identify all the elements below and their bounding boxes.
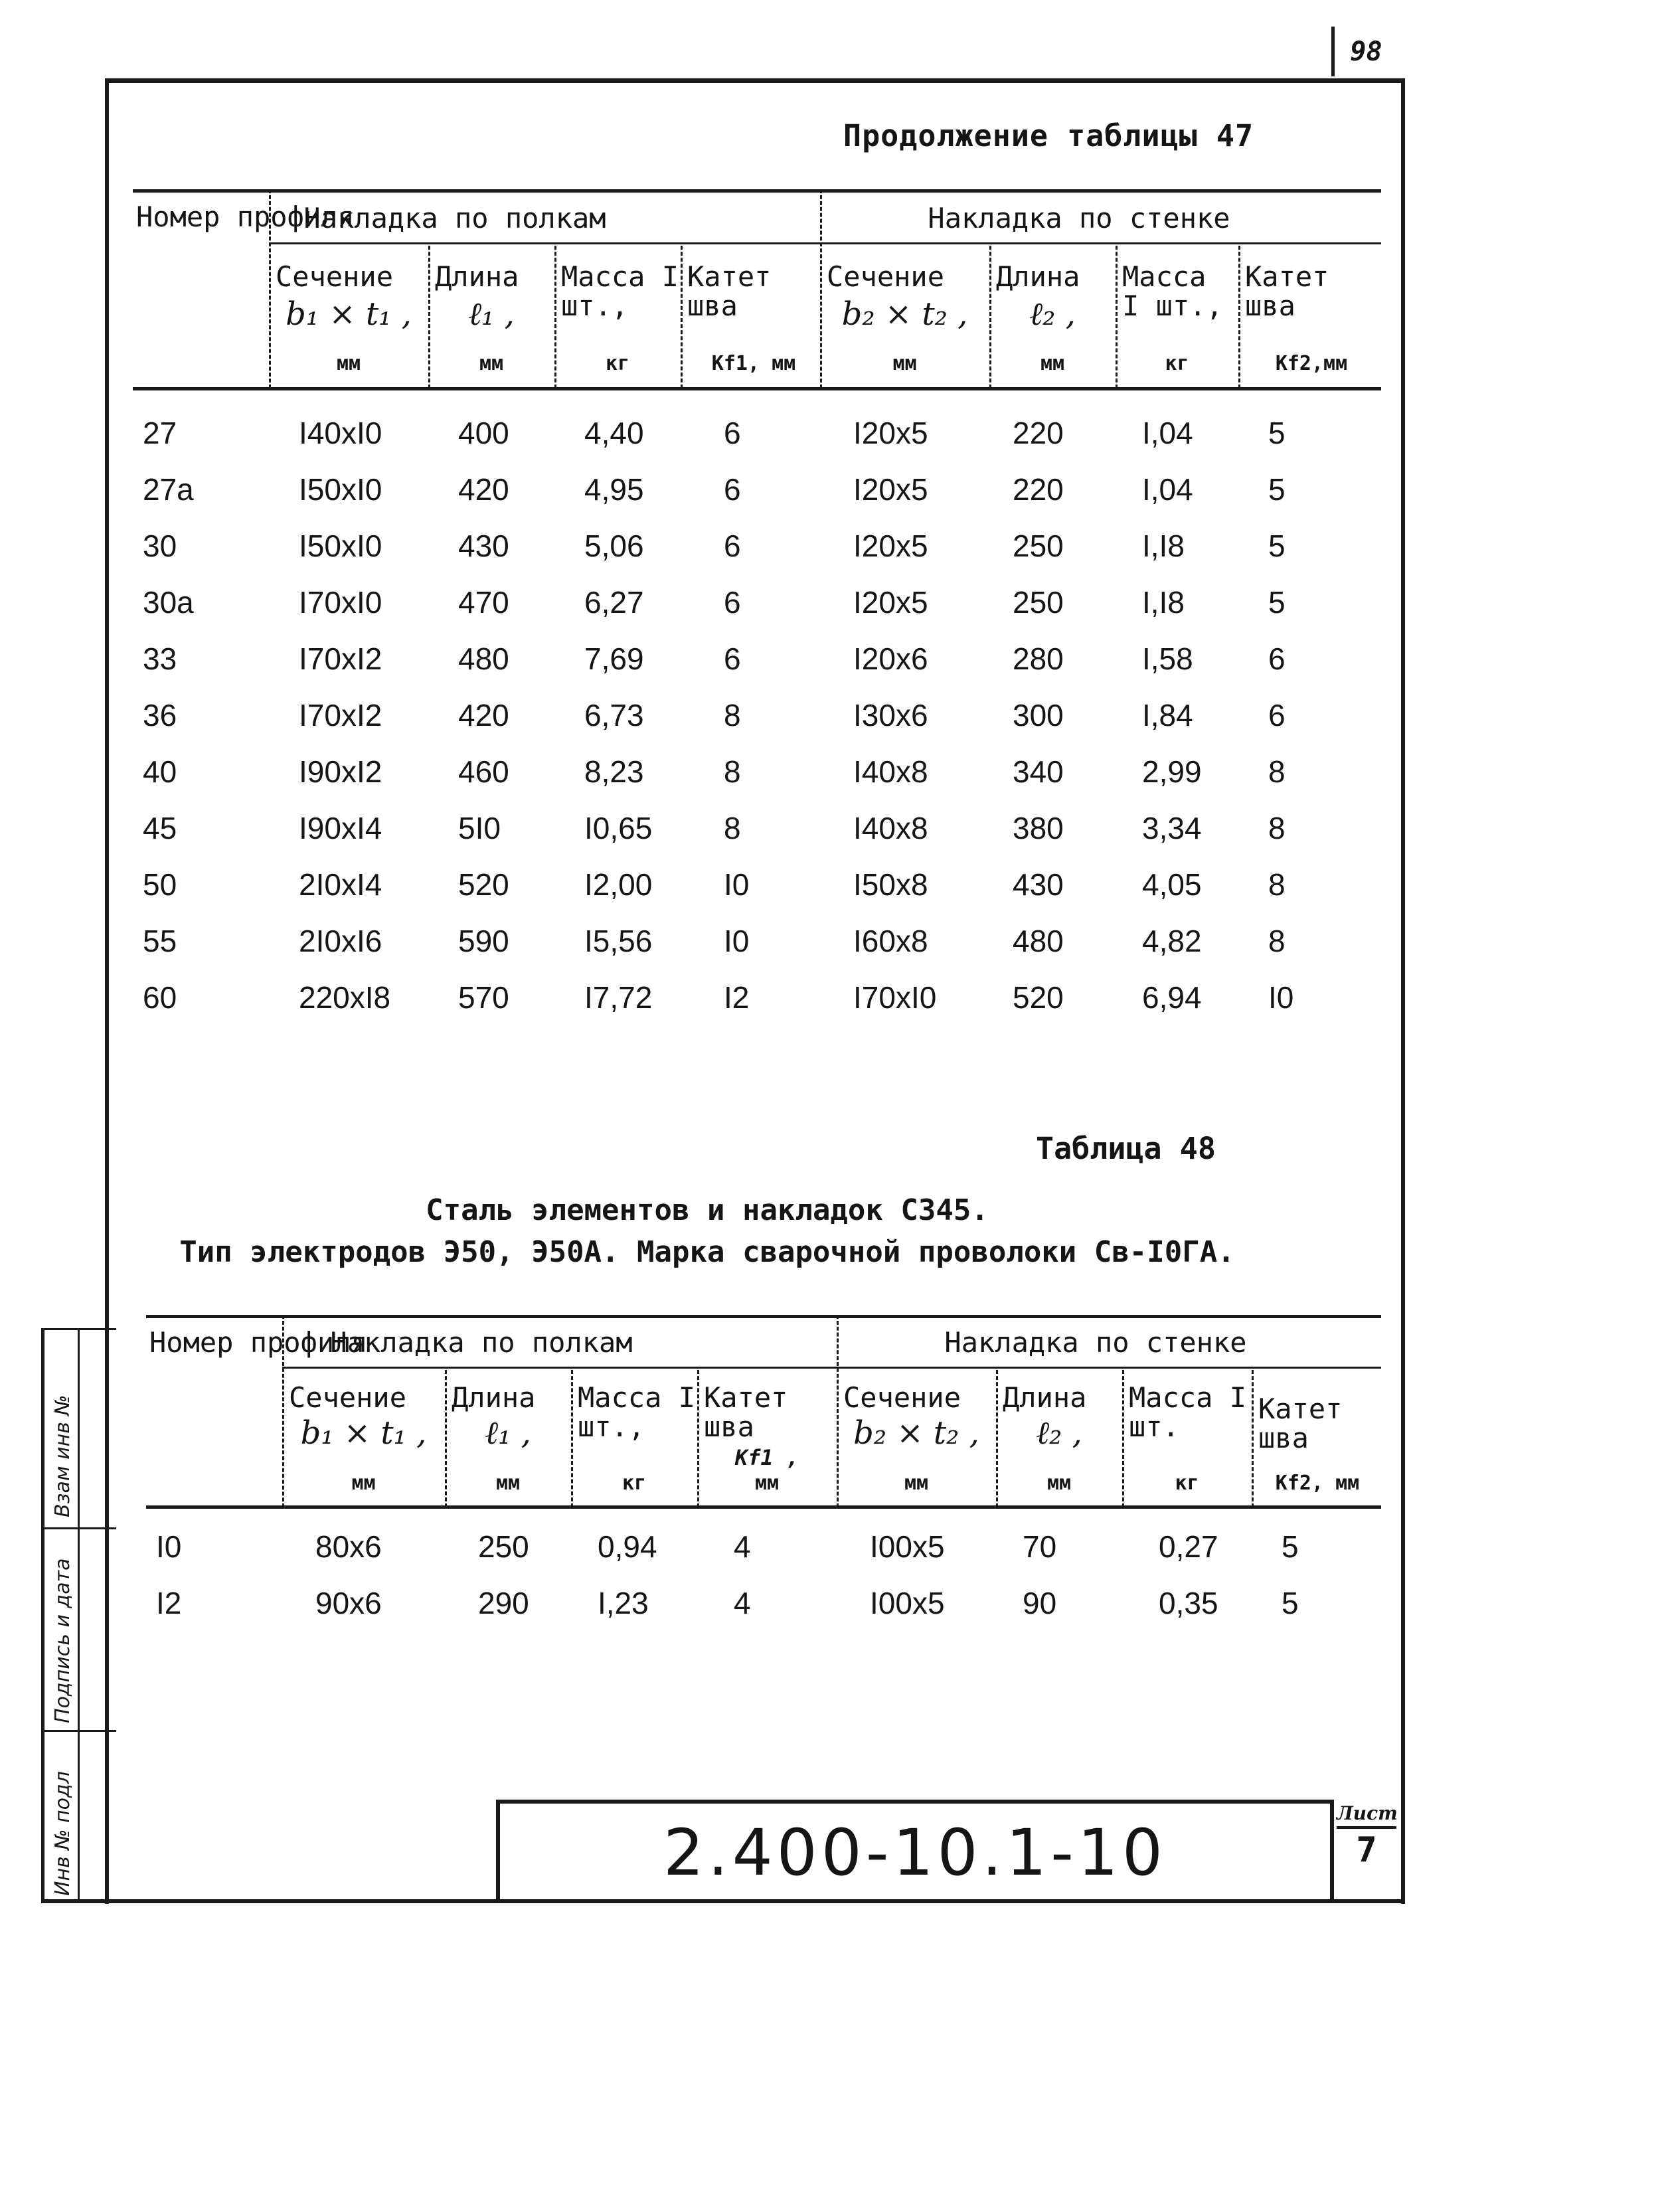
cell-w-section: I20x5 [853,472,928,507]
side-stamp [41,1328,116,1899]
t47-header-f-weld-sym: Kf1, мм [711,352,796,375]
table48 [146,1315,1381,1647]
cell-w-section: I70xI0 [853,980,937,1015]
cell-w-mass: 0,27 [1159,1529,1218,1564]
table-row [133,462,1381,517]
cell-w-mass: I,04 [1142,416,1193,450]
cell-w-length: 90 [1023,1586,1057,1620]
cell-f-weld: 8 [724,811,741,845]
cell-f-section: 220xI8 [299,980,391,1015]
t48-unit: мм [904,1472,929,1495]
t47-header-f-weld: Катет шва [687,260,772,322]
t47-header-w-mass: Масса I шт., [1122,260,1223,322]
table-row [133,744,1381,800]
table-row [133,800,1381,856]
t47-header-w-length: Длина [996,260,1080,293]
table-row [146,1519,1381,1574]
cell-w-mass: I,84 [1142,698,1193,732]
t48-header-f-weld: Катет шва [704,1381,788,1443]
side-label-original-inv: Инв № подл [51,1771,74,1896]
cell-f-section: I90xI2 [299,754,382,789]
table-row [133,687,1381,743]
cell-w-section: I30x6 [853,698,928,732]
t48-header-profile: Номер профиля [149,1326,368,1359]
t47-unit: мм [1040,352,1065,375]
cell-w-section: I00x5 [870,1586,945,1620]
cell-f-length: 460 [458,754,509,789]
cell-w-section: I00x5 [870,1529,945,1564]
page-number: 98 [1331,27,1398,76]
cell-f-mass: 7,69 [584,641,644,676]
cell-f-length: 480 [458,641,509,676]
t48-header-w-weld: Катет шва [1258,1393,1343,1454]
cell-f-weld: 6 [724,416,741,450]
cell-w-section: I20x5 [853,416,928,450]
cell-w-weld: 8 [1268,867,1286,902]
t48-header-w-section: Сечение [843,1381,961,1414]
t48-unit: мм [351,1472,376,1495]
t48-header-w-weld-sym: Kf2, мм [1275,1472,1360,1495]
table-row [133,970,1381,1025]
cell-f-mass: 8,23 [584,754,644,789]
t47-header-w-section: Сечение [827,260,945,293]
t47-header-f-length-sym: ℓ₁ , [468,296,515,333]
cell-profile: 33 [143,641,177,676]
cell-f-mass: I0,65 [584,811,653,845]
cell-f-mass: I2,00 [584,867,653,902]
cell-profile: I0 [156,1529,182,1564]
cell-w-weld: 5 [1282,1586,1299,1620]
cell-f-length: 470 [458,585,509,620]
cell-w-mass: 4,05 [1142,867,1202,902]
cell-w-mass: I,58 [1142,641,1193,676]
cell-f-section: 90x6 [315,1586,382,1620]
cell-f-section: I90xI4 [299,811,382,845]
cell-f-length: 250 [478,1529,529,1564]
cell-w-length: 220 [1013,416,1064,450]
cell-w-weld: 8 [1268,924,1286,958]
table-row [133,913,1381,969]
t48-header-w-length: Длина [1003,1381,1087,1414]
cell-w-length: 300 [1013,698,1064,732]
cell-f-weld: 8 [724,754,741,789]
t47-unit: мм [479,352,504,375]
cell-w-weld: I0 [1268,980,1294,1015]
t47-header-w-section-sym: b₂ × t₂ , [841,296,968,333]
t47-unit: кг [605,352,630,375]
cell-w-section: I40x8 [853,811,928,845]
cell-w-length: 380 [1013,811,1064,845]
cell-w-mass: I,I8 [1142,529,1185,563]
cell-w-mass: 3,34 [1142,811,1202,845]
cell-f-length: 400 [458,416,509,450]
t47-unit: мм [336,352,361,375]
side-label-replace-inv: Взам инв № [51,1395,74,1517]
t47-header-f-mass: Масса I шт., [561,260,679,322]
cell-f-mass: 4,95 [584,472,644,507]
cell-w-length: 280 [1013,641,1064,676]
cell-w-weld: 6 [1268,641,1286,676]
cell-w-length: 220 [1013,472,1064,507]
cell-f-mass: 6,27 [584,585,644,620]
table47-continuation-title: Продолжение таблицы 47 [843,118,1254,153]
cell-f-weld: 6 [724,472,741,507]
t47-header-profile: Номер профиля [136,201,355,233]
cell-f-length: 430 [458,529,509,563]
t48-header-f-length: Длина [452,1381,536,1414]
cell-f-length: 590 [458,924,509,958]
t47-header-f-length: Длина [435,260,519,293]
cell-w-mass: 4,82 [1142,924,1202,958]
cell-f-weld: 4 [734,1529,751,1564]
cell-profile: 36 [143,698,177,732]
cell-f-mass: 5,06 [584,529,644,563]
cell-w-mass: 2,99 [1142,754,1202,789]
t47-header-w-weld-sym: Kf2,мм [1275,352,1348,375]
cell-f-section: I70xI2 [299,641,382,676]
table-row [133,405,1381,461]
cell-f-weld: I2 [724,980,750,1015]
table-row [133,631,1381,687]
cell-f-section: 2I0xI6 [299,924,382,958]
cell-profile: 30а [143,585,194,620]
t48-unit: мм [1046,1472,1072,1495]
cell-w-mass: 0,35 [1159,1586,1218,1620]
cell-w-weld: 5 [1282,1529,1299,1564]
t47-header-f-section-sym: b₁ × t₁ , [286,296,412,333]
cell-w-length: 430 [1013,867,1064,902]
cell-f-mass: I5,56 [584,924,653,958]
t48-header-w-section-sym: b₂ × t₂ , [853,1414,979,1452]
cell-f-mass: I7,72 [584,980,653,1015]
cell-f-length: 420 [458,472,509,507]
cell-w-section: I50x8 [853,867,928,902]
t48-header-f-weld-sym: Kf1 , [734,1445,799,1470]
cell-profile: 55 [143,924,177,958]
cell-w-weld: 8 [1268,754,1286,789]
cell-w-weld: 5 [1268,585,1286,620]
cell-w-length: 480 [1013,924,1064,958]
t48-header-f-length-sym: ℓ₁ , [485,1414,531,1452]
cell-f-section: I40xI0 [299,416,382,450]
sheet-number: 7 [1356,1830,1377,1870]
side-label-signature-date: Подпись и дата [51,1558,74,1723]
t48-header-f-section-sym: b₁ × t₁ , [300,1414,427,1452]
t48-unit: мм [495,1472,521,1495]
cell-w-length: 250 [1013,529,1064,563]
t48-header-w-length-sym: ℓ₂ , [1036,1414,1082,1452]
t47-header-w-weld: Катет шва [1245,260,1329,322]
t48-header-w-mass: Масса I шт. [1129,1381,1247,1443]
table48-caption-line1: Сталь элементов и накладок С345. [426,1193,989,1227]
table-row [133,518,1381,574]
cell-f-section: 80x6 [315,1529,382,1564]
t48-unit: кг [622,1472,647,1495]
cell-w-section: I20x5 [853,529,928,563]
cell-f-length: 420 [458,698,509,732]
t47-header-f-section: Сечение [276,260,394,293]
t48-header-web-group: Накладка по стенке [944,1326,1247,1359]
cell-f-mass: I,23 [598,1586,649,1620]
cell-profile: 40 [143,754,177,789]
t48-header-f-section: Сечение [289,1381,407,1414]
table-row [146,1575,1381,1631]
t47-header-w-length-sym: ℓ₂ , [1029,296,1076,333]
sheet-label: Лист [1337,1802,1396,1829]
cell-f-section: 2I0xI4 [299,867,382,902]
cell-profile: 27а [143,472,194,507]
t48-unit: кг [1175,1472,1199,1495]
t48-header-f-mass: Масса I шт., [578,1381,696,1443]
cell-w-section: I40x8 [853,754,928,789]
cell-f-length: 520 [458,867,509,902]
cell-f-length: 570 [458,980,509,1015]
document-code: 2.400-10.1-10 [496,1800,1334,1901]
cell-w-weld: 5 [1268,416,1286,450]
cell-f-section: I70xI2 [299,698,382,732]
table47 [133,189,1381,1053]
cell-w-weld: 8 [1268,811,1286,845]
cell-w-section: I20x6 [853,641,928,676]
t48-unit: мм [754,1472,780,1495]
t47-header-flange-group: Накладка по полкам [303,202,606,234]
cell-w-weld: 6 [1268,698,1286,732]
cell-f-mass: 4,40 [584,416,644,450]
cell-f-weld: 6 [724,641,741,676]
table48-caption-line2: Тип электродов Э50, Э50А. Марка сварочной проволоки Св-I0ГА. [179,1235,1235,1269]
cell-w-length: 250 [1013,585,1064,620]
cell-profile: 30 [143,529,177,563]
t48-header-flange-group: Накладка по полкам [330,1326,633,1359]
sheet-box [1330,1800,1400,1899]
cell-w-mass: I,I8 [1142,585,1185,620]
cell-f-weld: I0 [724,867,750,902]
cell-f-weld: 6 [724,529,741,563]
cell-f-length: 290 [478,1586,529,1620]
cell-f-mass: 0,94 [598,1529,657,1564]
cell-f-weld: 6 [724,585,741,620]
cell-f-mass: 6,73 [584,698,644,732]
cell-w-section: I20x5 [853,585,928,620]
cell-w-length: 70 [1023,1529,1057,1564]
t47-unit: кг [1165,352,1189,375]
t47-unit: мм [892,352,917,375]
cell-f-section: I50xI0 [299,529,382,563]
cell-f-weld: 8 [724,698,741,732]
cell-w-mass: I,04 [1142,472,1193,507]
cell-f-section: I70xI0 [299,585,382,620]
table48-title: Таблица 48 [1036,1131,1216,1166]
cell-w-section: I60x8 [853,924,928,958]
cell-w-mass: 6,94 [1142,980,1202,1015]
cell-f-length: 5I0 [458,811,501,845]
cell-profile: 50 [143,867,177,902]
cell-w-weld: 5 [1268,472,1286,507]
cell-f-section: I50xI0 [299,472,382,507]
cell-w-length: 340 [1013,754,1064,789]
cell-profile: 45 [143,811,177,845]
cell-w-length: 520 [1013,980,1064,1015]
table-row [133,574,1381,630]
cell-profile: 27 [143,416,177,450]
cell-f-weld: 4 [734,1586,751,1620]
table-row [133,857,1381,912]
cell-f-weld: I0 [724,924,750,958]
cell-w-weld: 5 [1268,529,1286,563]
cell-profile: I2 [156,1586,182,1620]
t47-header-web-group: Накладка по стенке [928,202,1230,234]
cell-profile: 60 [143,980,177,1015]
